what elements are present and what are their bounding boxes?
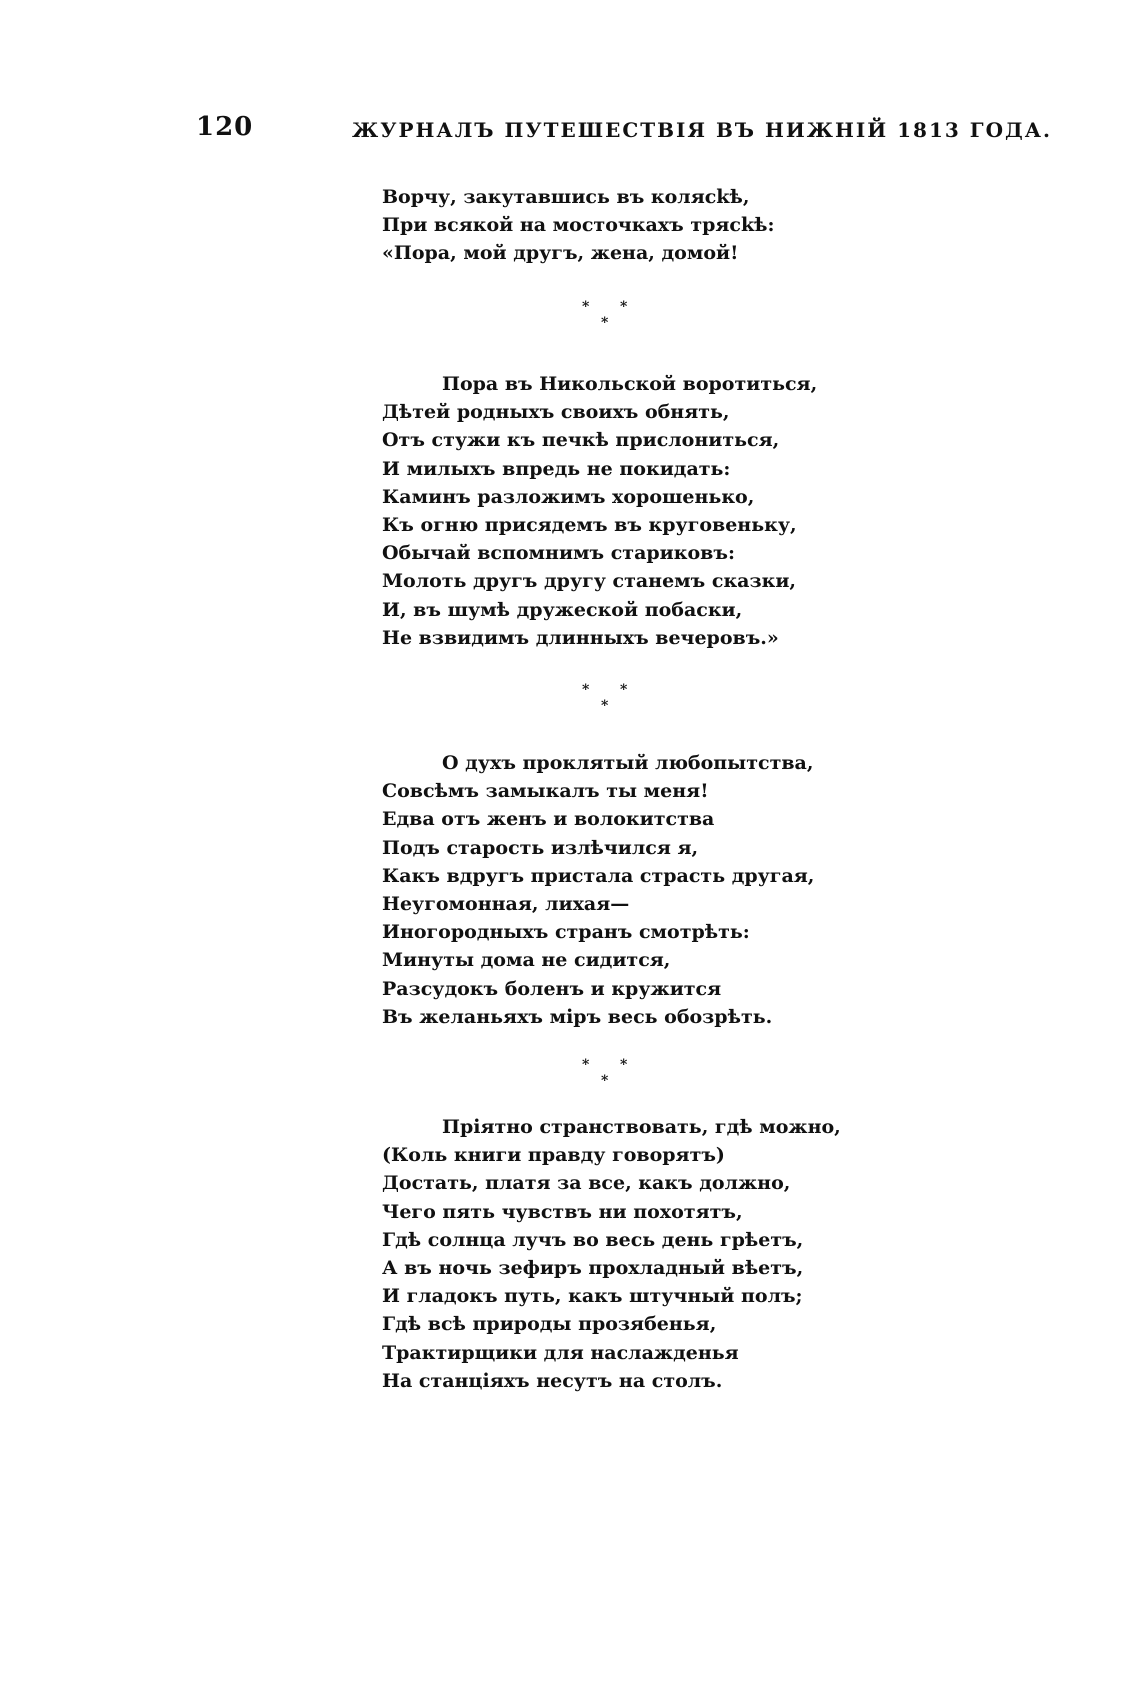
asterisk: * <box>601 698 609 714</box>
verse-line: Молоть другъ другу станемъ сказки, <box>382 570 797 593</box>
verse-line: Чего пять чувствъ ни похотятъ, <box>382 1200 743 1223</box>
stanza <box>382 183 775 268</box>
verse-line: Гдѣ солнца лучъ во весь день грѣетъ, <box>382 1228 804 1251</box>
stanza <box>382 749 814 1031</box>
verse-line: И милыхъ впредь не покидать: <box>382 457 731 480</box>
asterisk: * <box>601 315 609 331</box>
verse-line: И, въ шумѣ дружеской побаски, <box>382 598 743 621</box>
asterism-divider <box>582 683 632 717</box>
verse-line: На станціяхъ несутъ на столъ. <box>382 1369 723 1392</box>
verse-line: Совсѣмъ замыкалъ ты меня! <box>382 780 709 803</box>
verse-line: Разсудокъ боленъ и кружится <box>382 977 722 1000</box>
asterisk: * <box>601 1073 609 1089</box>
verse-line: Каминъ разложимъ хорошенько, <box>382 485 755 508</box>
page-header <box>196 112 1053 152</box>
verse-line: Пріятно странствовать, гдѣ можно, <box>442 1116 841 1138</box>
verse-line: Неугомонная, лихая— <box>382 893 630 916</box>
running-title: ЖУРНАЛЪ ПУТЕШЕСТВІЯ ВЪ НИЖНІЙ 1813 ГОДА. <box>352 118 1053 142</box>
verse-line: И гладокъ путь, какъ штучный полъ; <box>382 1285 803 1308</box>
verse-line: Ворчу, закутавшись въ колясkѣ, <box>382 186 750 208</box>
verse-line: Въ желаньяхъ міръ весь обозрѣть. <box>382 1005 773 1028</box>
page-number: 120 <box>196 112 254 142</box>
asterisk: * <box>582 1057 590 1073</box>
verse-line: Трактирщики для наслажденья <box>382 1341 739 1364</box>
verse-line: А въ ночь зефиръ прохладный вѣетъ, <box>382 1257 804 1280</box>
asterisk: * <box>620 682 628 698</box>
verse-line: Обычай вспомнимъ стариковъ: <box>382 542 735 565</box>
asterism-divider <box>582 1058 632 1092</box>
asterism-divider <box>582 300 632 334</box>
verse-line: Гдѣ всѣ природы прозябенья, <box>382 1313 717 1336</box>
verse-line: Минуты дома не сидится, <box>382 949 671 972</box>
verse-line: Иногородныхъ странъ смотрѣть: <box>382 921 750 944</box>
verse-line: При всякой на мосточкахъ трясkѣ: <box>382 214 775 237</box>
verse-line: Дѣтей родныхъ своихъ обнять, <box>382 401 730 424</box>
verse-line: Подъ старость излѣчился я, <box>382 836 699 859</box>
asterisk: * <box>620 1057 628 1073</box>
verse-line: (Коль книги правду говорятъ) <box>382 1144 725 1167</box>
verse-line: Какъ вдругъ пристала страсть другая, <box>382 864 815 887</box>
asterisk: * <box>582 682 590 698</box>
asterisk: * <box>582 299 590 315</box>
stanza <box>382 1113 841 1395</box>
verse-line: Достать, платя за все, какъ должно, <box>382 1172 791 1195</box>
verse-line: «Пора, мой другъ, жена, домой! <box>382 242 739 265</box>
asterisk: * <box>620 299 628 315</box>
verse-line: Отъ стужи къ печкѣ прислониться, <box>382 429 780 452</box>
verse-line: Едва отъ женъ и волокитства <box>382 808 715 831</box>
verse-line: Не взвидимъ длинныхъ вечеровъ.» <box>382 626 779 649</box>
stanza <box>382 370 817 652</box>
verse-line: Пора въ Никольской воротиться, <box>442 373 818 395</box>
verse-line: Къ огню присядемъ въ круговеньку, <box>382 514 797 537</box>
verse-line: О духъ проклятый любопытства, <box>442 752 814 774</box>
